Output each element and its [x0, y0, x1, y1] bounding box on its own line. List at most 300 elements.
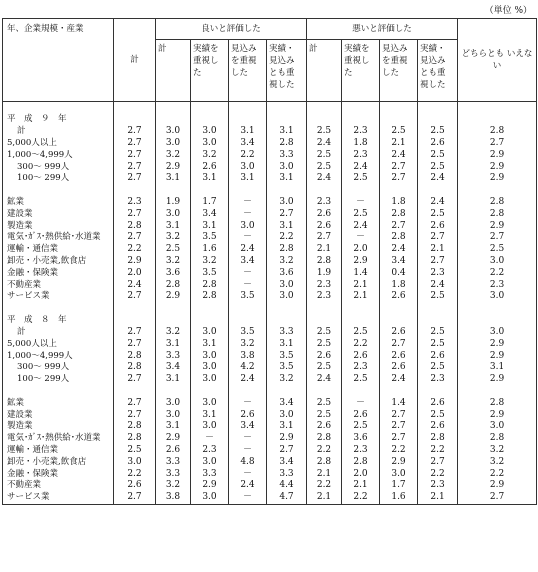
row-label: 5,000人以上 — [3, 338, 114, 350]
cell-value: 3.1 — [267, 173, 307, 185]
cell-value: 2.5 — [342, 327, 380, 339]
cell-value: 2.3 — [458, 279, 537, 291]
cell-value: 2.4 — [229, 374, 267, 386]
cell-value — [342, 386, 380, 398]
cell-value: 2.5 — [418, 409, 458, 421]
cell-value: － — [229, 433, 267, 445]
table-row — [3, 374, 537, 386]
cell-value: 3.1 — [191, 220, 229, 232]
row-label: 製造業 — [3, 421, 114, 433]
cell-value: 2.6 — [380, 327, 418, 339]
cell-value: 2.1 — [307, 468, 342, 480]
cell-value: 2.7 — [114, 291, 156, 303]
cell-value: 2.8 — [380, 232, 418, 244]
cell-value: 2.9 — [458, 338, 537, 350]
row-label — [3, 185, 114, 197]
cell-value: 2.4 — [418, 173, 458, 185]
cell-value: 2.5 — [307, 149, 342, 161]
cell-value: 2.6 — [114, 480, 156, 492]
row-label: 100～ 299人 — [3, 374, 114, 386]
cell-value: 2.7 — [458, 138, 537, 150]
cell-value: 3.0 — [458, 327, 537, 339]
cell-value: － — [342, 232, 380, 244]
good-group-header: 良いと評価した — [156, 19, 307, 40]
cell-value: 2.7 — [267, 208, 307, 220]
cell-value: 3.0 — [458, 291, 537, 303]
cell-value: 2.8 — [114, 421, 156, 433]
cell-value: 2.7 — [458, 232, 537, 244]
cell-value: 1.9 — [156, 197, 191, 209]
cell-value: 3.1 — [191, 173, 229, 185]
row-label: 電気･ｶﾞｽ･熱供給･水道業 — [3, 232, 114, 244]
cell-value: 1.4 — [342, 267, 380, 279]
cell-value: 2.4 — [307, 138, 342, 150]
cell-value: 2.1 — [380, 138, 418, 150]
cell-value: 2.8 — [267, 244, 307, 256]
cell-value: 2.7 — [380, 338, 418, 350]
cell-value: － — [229, 279, 267, 291]
cell-value: 3.3 — [156, 468, 191, 480]
cell-value — [156, 185, 191, 197]
cell-value: 3.2 — [156, 232, 191, 244]
cell-value: 3.3 — [156, 350, 191, 362]
cell-value: 3.8 — [229, 350, 267, 362]
cell-value: 2.2 — [307, 445, 342, 457]
cell-value: 2.9 — [458, 161, 537, 173]
cell-value: 3.0 — [156, 138, 191, 150]
bad-group-header: 悪いと評価した — [307, 19, 458, 40]
cell-value: 1.7 — [380, 480, 418, 492]
cell-value: 2.5 — [458, 244, 537, 256]
cell-value: 2.7 — [114, 397, 156, 409]
cell-value: 3.5 — [191, 232, 229, 244]
cell-value: 2.5 — [418, 149, 458, 161]
cell-value: 3.5 — [267, 350, 307, 362]
cell-value — [229, 386, 267, 398]
cell-value: 3.1 — [267, 126, 307, 138]
table-row — [3, 161, 537, 173]
table-row — [3, 433, 537, 445]
cell-value: 2.5 — [307, 161, 342, 173]
cell-value: 2.7 — [418, 232, 458, 244]
cell-value: 2.1 — [307, 244, 342, 256]
cell-value: 2.6 — [156, 445, 191, 457]
cell-value: 3.0 — [229, 220, 267, 232]
cell-value: 2.3 — [418, 480, 458, 492]
cell-value: 2.1 — [342, 480, 380, 492]
cell-value — [307, 386, 342, 398]
cell-value: 2.3 — [307, 197, 342, 209]
cell-value: 3.5 — [229, 291, 267, 303]
cell-value: 3.4 — [229, 421, 267, 433]
cell-value: 2.4 — [114, 279, 156, 291]
row-label: 建設業 — [3, 208, 114, 220]
cell-value: 2.8 — [191, 291, 229, 303]
table-row — [3, 291, 537, 303]
cell-value: 3.0 — [191, 350, 229, 362]
cell-value: 3.0 — [191, 456, 229, 468]
cell-value: 2.9 — [458, 350, 537, 362]
cell-value: 2.6 — [307, 421, 342, 433]
cell-value: － — [229, 267, 267, 279]
table-row — [3, 409, 537, 421]
row-label: 鉱業 — [3, 197, 114, 209]
cell-value: 2.4 — [307, 374, 342, 386]
cell-value: 2.8 — [458, 397, 537, 409]
cell-value: 2.4 — [229, 480, 267, 492]
row-label: 不動産業 — [3, 480, 114, 492]
cell-value: 2.4 — [229, 244, 267, 256]
cell-value: 2.9 — [458, 374, 537, 386]
cell-value — [267, 386, 307, 398]
cell-value: 1.7 — [191, 197, 229, 209]
cell-value: 3.2 — [191, 256, 229, 268]
total-header: 計 — [114, 19, 156, 102]
cell-value: 3.1 — [156, 374, 191, 386]
cell-value — [458, 185, 537, 197]
row-label: 不動産業 — [3, 279, 114, 291]
cell-value: 2.7 — [380, 433, 418, 445]
cell-value: 2.5 — [342, 208, 380, 220]
cell-value: 2.5 — [307, 338, 342, 350]
cell-value: 2.9 — [191, 480, 229, 492]
cell-value: 2.7 — [114, 338, 156, 350]
cell-value: 3.0 — [267, 279, 307, 291]
cell-value: 2.9 — [458, 220, 537, 232]
good-total-header: 計 — [156, 40, 191, 102]
cell-value: 2.4 — [380, 374, 418, 386]
cell-value: 2.3 — [191, 445, 229, 457]
cell-value: 2.5 — [307, 327, 342, 339]
cell-value: 3.0 — [156, 409, 191, 421]
cell-value: 2.6 — [307, 220, 342, 232]
cell-value: 2.1 — [418, 244, 458, 256]
table-row — [3, 220, 537, 232]
row-label: サービス業 — [3, 492, 114, 504]
cell-value: 3.1 — [191, 338, 229, 350]
cell-value: 2.8 — [307, 256, 342, 268]
cell-value: 2.5 — [418, 126, 458, 138]
cell-value: 2.5 — [418, 208, 458, 220]
cell-value: 2.1 — [342, 291, 380, 303]
cell-value: 2.7 — [418, 456, 458, 468]
cell-value: 2.2 — [267, 232, 307, 244]
cell-value: 2.3 — [418, 267, 458, 279]
cell-value: 2.7 — [380, 409, 418, 421]
cell-value: － — [229, 397, 267, 409]
section-title: 平 成 ８ 年 — [3, 315, 114, 327]
cell-value: 3.0 — [267, 291, 307, 303]
cell-value: 2.4 — [418, 279, 458, 291]
cell-value: 2.9 — [458, 173, 537, 185]
cell-value: 2.7 — [114, 232, 156, 244]
cell-value: 3.0 — [267, 197, 307, 209]
cell-value: 2.3 — [342, 362, 380, 374]
cell-value — [114, 185, 156, 197]
cell-value: 2.3 — [418, 374, 458, 386]
table-row — [3, 126, 537, 138]
cell-value — [418, 185, 458, 197]
cell-value: 1.4 — [380, 397, 418, 409]
table-row — [3, 256, 537, 268]
cell-value: 2.7 — [114, 208, 156, 220]
cell-value: 2.5 — [418, 291, 458, 303]
cell-value: 2.6 — [418, 138, 458, 150]
cell-value: 3.1 — [156, 220, 191, 232]
cell-value: 3.1 — [267, 338, 307, 350]
cell-value: 3.1 — [156, 173, 191, 185]
cell-value — [342, 185, 380, 197]
row-label: 電気･ｶﾞｽ･熱供給･水道業 — [3, 433, 114, 445]
cell-value: 2.9 — [458, 149, 537, 161]
cell-value: 3.4 — [380, 256, 418, 268]
cell-value: 2.9 — [267, 433, 307, 445]
cell-value: 2.2 — [342, 338, 380, 350]
cell-value: 2.7 — [114, 327, 156, 339]
cell-value: 2.0 — [342, 244, 380, 256]
cell-value: 2.1 — [342, 279, 380, 291]
table-row — [3, 338, 537, 350]
cell-value: 2.9 — [342, 256, 380, 268]
cell-value: 2.7 — [114, 126, 156, 138]
cell-value: 2.4 — [380, 149, 418, 161]
cell-value: 3.2 — [229, 338, 267, 350]
table-row — [3, 350, 537, 362]
cell-value: 2.7 — [114, 374, 156, 386]
cell-value — [380, 386, 418, 398]
cell-value: 3.0 — [458, 256, 537, 268]
cell-value: － — [342, 197, 380, 209]
cell-value: 3.0 — [191, 492, 229, 504]
cell-value: 2.7 — [114, 149, 156, 161]
cell-value: 2.6 — [380, 350, 418, 362]
cell-value: 3.3 — [267, 327, 307, 339]
cell-value: 2.7 — [418, 256, 458, 268]
cell-value: － — [342, 397, 380, 409]
cell-value: 2.7 — [114, 492, 156, 504]
cell-value: 3.0 — [267, 409, 307, 421]
cell-value: 3.6 — [156, 267, 191, 279]
row-label: 金融・保険業 — [3, 468, 114, 480]
cell-value: 1.6 — [380, 492, 418, 504]
cell-value: 3.0 — [458, 421, 537, 433]
cell-value: 2.5 — [342, 421, 380, 433]
table-row — [3, 327, 537, 339]
table-body — [3, 102, 537, 505]
cell-value: 2.3 — [307, 291, 342, 303]
cell-value: 3.1 — [156, 338, 191, 350]
table-row — [3, 445, 537, 457]
cell-value: 2.6 — [418, 421, 458, 433]
good-forecast-header: 見込み を重視 した — [229, 40, 267, 102]
cell-value: 2.7 — [380, 421, 418, 433]
row-label: サービス業 — [3, 291, 114, 303]
cell-value: 3.2 — [156, 327, 191, 339]
cell-value: 2.2 — [342, 492, 380, 504]
cell-value: 2.7 — [380, 220, 418, 232]
cell-value: 2.2 — [307, 480, 342, 492]
cell-value: 2.5 — [418, 338, 458, 350]
cell-value: 4.8 — [229, 456, 267, 468]
cell-value: 2.8 — [156, 279, 191, 291]
cell-value: 3.6 — [342, 433, 380, 445]
cell-value: 2.2 — [229, 149, 267, 161]
cell-value: － — [191, 433, 229, 445]
cell-value: 2.1 — [307, 492, 342, 504]
cell-value: 2.7 — [380, 173, 418, 185]
cell-value: 2.2 — [114, 468, 156, 480]
cell-value: 3.1 — [229, 173, 267, 185]
cell-value: 2.8 — [191, 279, 229, 291]
cell-value: 3.1 — [458, 362, 537, 374]
cell-value: 2.6 — [191, 161, 229, 173]
cell-value: 3.5 — [267, 362, 307, 374]
cell-value: 2.9 — [156, 291, 191, 303]
cell-value: 2.8 — [458, 433, 537, 445]
cell-value: 1.8 — [380, 197, 418, 209]
cell-value: 1.8 — [342, 138, 380, 150]
cell-value: 2.8 — [458, 197, 537, 209]
row-label: 卸売・小売業,飲食店 — [3, 456, 114, 468]
evaluation-table — [2, 18, 537, 505]
cell-value: 1.8 — [380, 279, 418, 291]
cell-value — [114, 386, 156, 398]
cell-value — [191, 386, 229, 398]
table-row — [3, 232, 537, 244]
cell-value: 2.3 — [342, 445, 380, 457]
cell-value: 2.3 — [114, 197, 156, 209]
row-label: 300～ 999人 — [3, 161, 114, 173]
table-row — [3, 468, 537, 480]
cell-value: 0.4 — [380, 267, 418, 279]
cell-value: 2.2 — [418, 445, 458, 457]
cell-value: 3.0 — [114, 456, 156, 468]
cell-value: 2.6 — [418, 350, 458, 362]
row-label: 300～ 999人 — [3, 362, 114, 374]
cell-value: 3.5 — [191, 267, 229, 279]
cell-value: 2.5 — [307, 362, 342, 374]
cell-value: 3.1 — [267, 220, 307, 232]
table-row — [3, 362, 537, 374]
cell-value — [307, 185, 342, 197]
bad-forecast-header: 見込み を重視 した — [380, 40, 418, 102]
cell-value: 2.5 — [307, 126, 342, 138]
cell-value: 2.4 — [418, 197, 458, 209]
cell-value: 2.4 — [342, 220, 380, 232]
cell-value: 2.6 — [342, 350, 380, 362]
table-row — [3, 244, 537, 256]
cell-value: － — [229, 468, 267, 480]
row-label: 100～ 299人 — [3, 173, 114, 185]
cell-value: 2.8 — [307, 456, 342, 468]
cell-value: 2.9 — [114, 256, 156, 268]
cell-value: 2.8 — [267, 138, 307, 150]
row-label-header: 年、企業規模・産業 — [3, 19, 114, 102]
bad-actual-header: 実績を 重視し た — [342, 40, 380, 102]
cell-value: 2.4 — [380, 244, 418, 256]
cell-value: 2.5 — [380, 126, 418, 138]
good-actual-header: 実績を 重視し た — [191, 40, 229, 102]
cell-value: 2.5 — [418, 327, 458, 339]
cell-value: 2.5 — [418, 161, 458, 173]
cell-value: 3.0 — [156, 208, 191, 220]
cell-value: 3.1 — [229, 126, 267, 138]
cell-value: 3.0 — [191, 327, 229, 339]
row-label: 建設業 — [3, 409, 114, 421]
table-row — [3, 197, 537, 209]
cell-value: 2.2 — [380, 445, 418, 457]
section-title: 平 成 ９ 年 — [3, 114, 114, 126]
row-label: 計 — [3, 126, 114, 138]
cell-value: 2.6 — [307, 208, 342, 220]
cell-value: 2.7 — [114, 409, 156, 421]
cell-value: － — [229, 232, 267, 244]
cell-value: 2.1 — [418, 492, 458, 504]
table-row — [3, 267, 537, 279]
row-label: 1,000～4,999人 — [3, 350, 114, 362]
cell-value: 2.9 — [156, 433, 191, 445]
cell-value: 3.8 — [156, 492, 191, 504]
cell-value: 3.2 — [156, 149, 191, 161]
row-label: 製造業 — [3, 220, 114, 232]
cell-value: 2.2 — [418, 468, 458, 480]
row-label: 運輸・通信業 — [3, 244, 114, 256]
bad-both-header: 実績・ 見込み とも重 視した — [418, 40, 458, 102]
cell-value: 3.0 — [191, 374, 229, 386]
cell-value: 2.8 — [114, 362, 156, 374]
cell-value: 2.4 — [307, 173, 342, 185]
row-label: 金融・保険業 — [3, 267, 114, 279]
cell-value: 2.8 — [114, 350, 156, 362]
cell-value: 3.2 — [267, 256, 307, 268]
cell-value: 3.0 — [191, 362, 229, 374]
table-row — [3, 492, 537, 504]
cell-value: 2.6 — [307, 350, 342, 362]
cell-value: 2.5 — [307, 409, 342, 421]
cell-value: 3.2 — [267, 374, 307, 386]
cell-value: 2.7 — [458, 492, 537, 504]
cell-value: 2.2 — [458, 267, 537, 279]
cell-value: － — [229, 197, 267, 209]
cell-value: 3.2 — [156, 256, 191, 268]
cell-value: 2.8 — [418, 433, 458, 445]
row-label: 運輸・通信業 — [3, 445, 114, 457]
cell-value: 2.9 — [458, 480, 537, 492]
cell-value: 2.5 — [418, 362, 458, 374]
cell-value: 3.4 — [191, 208, 229, 220]
cell-value: 2.8 — [342, 456, 380, 468]
table-row — [3, 185, 537, 197]
cell-value: 2.8 — [458, 126, 537, 138]
cell-value: 2.5 — [114, 445, 156, 457]
cell-value: 2.7 — [114, 173, 156, 185]
cell-value: 2.3 — [307, 279, 342, 291]
good-both-header: 実績・ 見込み とも重 視した — [267, 40, 307, 102]
cell-value: 2.5 — [342, 173, 380, 185]
cell-value: 2.8 — [380, 208, 418, 220]
row-label: 卸売・小売業,飲食店 — [3, 256, 114, 268]
cell-value: 2.9 — [458, 409, 537, 421]
cell-value: 3.0 — [267, 161, 307, 173]
cell-value: 1.9 — [307, 267, 342, 279]
cell-value: 2.7 — [267, 445, 307, 457]
cell-value: 3.4 — [156, 362, 191, 374]
cell-value: 2.2 — [114, 244, 156, 256]
table-row — [3, 386, 537, 398]
cell-value: 2.2 — [458, 468, 537, 480]
cell-value: 2.7 — [380, 161, 418, 173]
cell-value — [267, 185, 307, 197]
